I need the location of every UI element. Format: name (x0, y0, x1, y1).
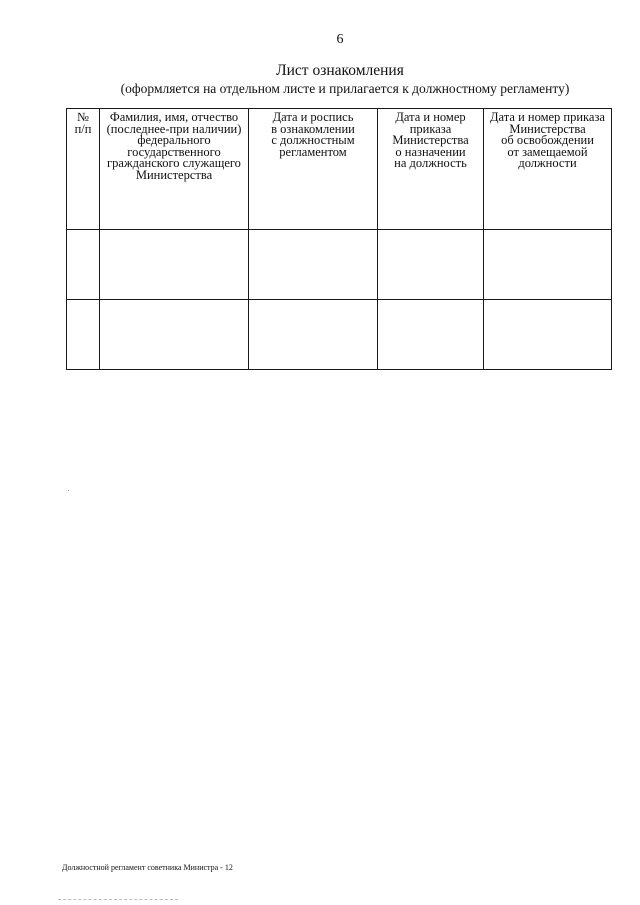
table-cell (484, 300, 612, 370)
table-header-row (67, 109, 612, 230)
table-row (67, 230, 612, 300)
document-footer: Должностной регламент советника Министра - 12 (62, 863, 233, 872)
scan-edge-line (58, 899, 178, 901)
column-header-dismissal-order: Дата и номер приказа Министерства об освобождении от замещаемой должности (484, 109, 612, 230)
table-cell (67, 230, 100, 300)
scan-speck (68, 490, 69, 491)
table-cell (249, 300, 378, 370)
column-header-appointment-order: Дата и номер приказа Министерства о назначении на должность (378, 109, 484, 230)
table-row (67, 300, 612, 370)
table-cell (100, 230, 249, 300)
page-number: 6 (336, 32, 344, 47)
table-cell (378, 230, 484, 300)
table-cell (100, 300, 249, 370)
page-title: Лист ознакомления (276, 62, 404, 79)
page-subtitle: (оформляется на отдельном листе и прилагается к должностному регламенту) (120, 81, 570, 96)
acknowledgement-table (66, 108, 612, 370)
table-cell (249, 230, 378, 300)
column-header-number: № п/п (67, 109, 100, 230)
table-cell (67, 300, 100, 370)
table-cell (484, 230, 612, 300)
column-header-full-name: Фамилия, имя, отчество (последнее-при наличии) федерального государственного гражданского служащего Министерства (100, 109, 249, 230)
column-header-signature-date: Дата и роспись в ознакомлении с должностным регламентом (249, 109, 378, 230)
table-cell (378, 300, 484, 370)
